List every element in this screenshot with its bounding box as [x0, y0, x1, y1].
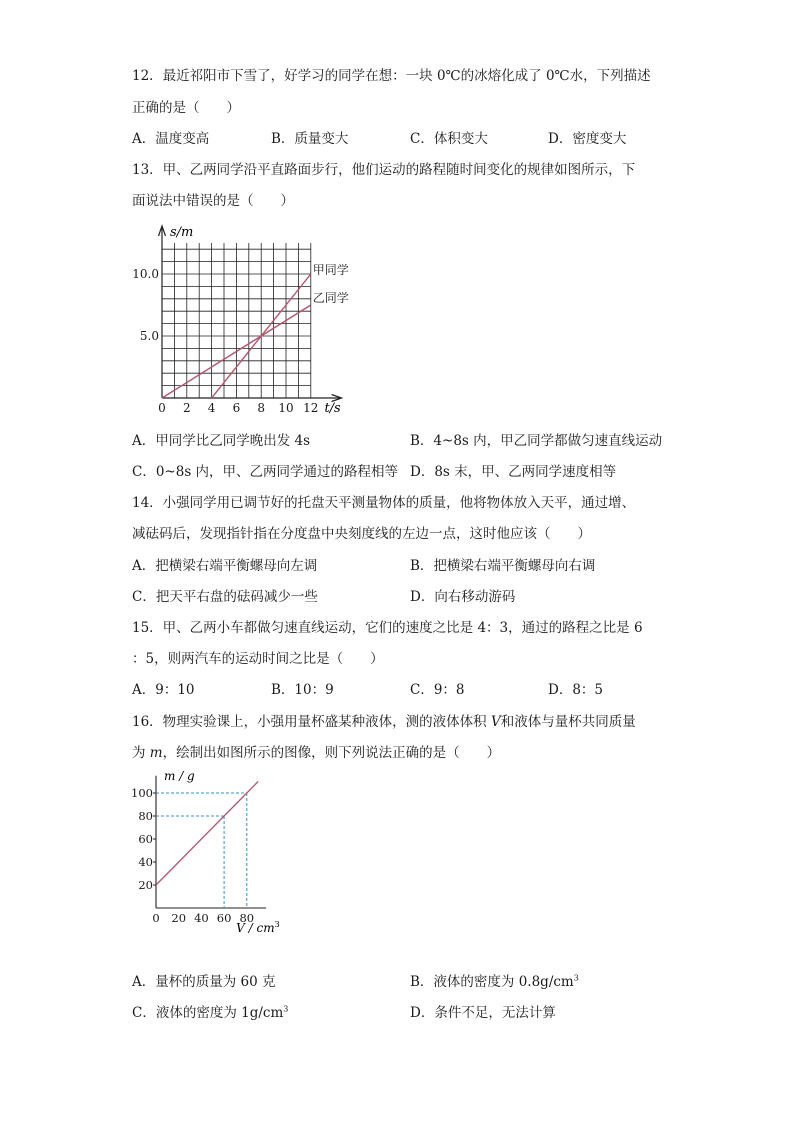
chart2-x-label	[236, 920, 280, 935]
q16-stem-line1	[132, 713, 636, 731]
q16-stem-line2	[132, 744, 500, 762]
chart2-y-tick-label: 60	[138, 832, 153, 846]
q15-option-d: D．8：5	[548, 682, 604, 698]
chart1-ticks	[132, 267, 318, 415]
q12-option-c: C．体积变大	[410, 131, 488, 147]
mass-volume-chart	[118, 768, 338, 940]
q16-option-b	[410, 973, 579, 991]
q12-stem-line2: 正确的是（ ）	[132, 100, 240, 116]
chart1-grid	[162, 243, 311, 398]
q14-option-d: D．向右移动游码	[410, 589, 516, 605]
chart2-y-tick-label: 100	[131, 786, 153, 800]
chart2-y-tick-label: 20	[138, 878, 153, 892]
q12-option-b: B．质量变大	[271, 131, 349, 147]
chart1-axes	[159, 226, 342, 402]
chart2-x-tick-label: 20	[171, 911, 187, 925]
chart1-x-tick-label: 6	[232, 401, 241, 415]
chart2-x-tick-label: 80	[239, 911, 255, 925]
q13-option-b: B．4~8s 内，甲乙同学都做匀速直线运动	[410, 433, 663, 449]
chart2-y-tick-label: 40	[138, 855, 153, 869]
q16-var-v: V	[490, 714, 501, 730]
chart1-x-tick-label: 8	[257, 401, 266, 415]
chart1-x-tick-label: 0	[158, 401, 166, 415]
q15-option-c: C．9：8	[410, 682, 465, 698]
chart2-x-label-text: V / cm	[236, 921, 275, 935]
q16-option-b-sup: 3	[573, 973, 579, 983]
q13-option-d: D．8s 末，甲、乙两同学速度相等	[410, 464, 617, 480]
q12-option-d: D．密度变大	[548, 131, 627, 147]
q15-option-b: B．10：9	[271, 682, 334, 698]
q16-option-c-sup: 3	[283, 1004, 289, 1014]
q13-stem-line2: 面说法中错误的是（ ）	[132, 193, 294, 209]
chart2-y-label-text: m / g	[164, 769, 195, 783]
chart2-series-line	[156, 782, 258, 886]
q16-var-m: m	[149, 745, 163, 761]
chart1-y-tick-label: 5.0	[139, 329, 159, 343]
chart1-x-tick-label: 4	[207, 401, 216, 415]
chart2-y-tick-label: 80	[138, 809, 153, 823]
chart1-x-label: t/s	[324, 401, 341, 416]
q16-stem-line2-a: 为	[132, 745, 150, 761]
chart2-series	[156, 782, 258, 886]
chart1-series	[162, 263, 349, 398]
q16-option-c	[132, 1004, 288, 1022]
q16-option-a: A．量杯的质量为 60 克	[132, 974, 276, 990]
chart2-axes	[156, 776, 266, 908]
q14-stem-line1: 14．小强同学用已调节好的托盘天平测量物体的质量，他将物体放入天平，通过增、	[132, 495, 636, 511]
q12-option-a: A．温度变高	[132, 131, 210, 147]
chart2-x-label-sup: 3	[274, 920, 280, 929]
chart2-guides	[156, 793, 247, 908]
q14-option-b: B．把横梁右端平衡螺母向右调	[410, 558, 596, 574]
q13-option-c: C．0~8s 内，甲、乙两同学通过的路程相等	[132, 464, 399, 480]
q16-stem-line2-b: ，绘制出如图所示的图像，则下列说法正确的是（ ）	[162, 745, 501, 761]
q16-stem-line1-a: 16．物理实验课上，小强用量杯盛某种液体，测的液体体积	[132, 714, 491, 730]
q16-option-d: D．条件不足，无法计算	[410, 1005, 556, 1021]
q16-stem-line1-b: 和液体与量杯共同质量	[500, 714, 636, 730]
q14-option-c: C．把天平右盘的砝码减少一些	[132, 589, 318, 605]
q14-option-a: A．把横梁右端平衡螺母向左调	[132, 558, 318, 574]
q12-stem-line1: 12．最近祁阳市下雪了，好学习的同学在想：一块 0℃的冰熔化成了 0℃水，下列描述	[132, 68, 651, 84]
chart2-ticks	[131, 786, 254, 925]
chart2-x-tick-label: 40	[194, 911, 209, 925]
q15-stem-line1: 15．甲、乙两小车都做匀速直线运动，它们的速度之比是 4：3，通过的路程之比是 6	[132, 620, 643, 636]
chart2-y-label	[164, 769, 195, 783]
q16-option-b-text: B．液体的密度为 0.8g/cm	[410, 974, 574, 990]
q13-option-a: A．甲同学比乙同学晚出发 4s	[132, 433, 311, 449]
chart1-y-label: s/m	[170, 225, 194, 240]
chart1-x-tick-label: 10	[278, 401, 294, 415]
q15-stem-line2: ：5，则两汽车的运动时间之比是（ ）	[132, 651, 384, 667]
chart1-x-tick-label: 12	[303, 401, 319, 415]
chart2-x-tick-label: 60	[216, 911, 232, 925]
chart1-legend-yi: 乙同学	[312, 291, 349, 305]
q14-stem-line2: 减砝码后，发现指针指在分度盘中央刻度线的左边一点，这时他应该（ ）	[132, 526, 591, 542]
chart1-y-tick-label: 10.0	[132, 267, 159, 281]
q15-option-a: A．9：10	[132, 682, 195, 698]
q13-stem-line1: 13．甲、乙两同学沿平直路面步行，他们运动的路程随时间变化的规律如图所示，下	[132, 162, 636, 178]
distance-time-chart	[120, 222, 380, 422]
chart1-legend-jia: 甲同学	[312, 263, 349, 277]
chart1-x-tick-label: 2	[182, 401, 191, 415]
chart2-x-tick-label: 0	[152, 911, 160, 925]
q16-option-c-text: C．液体的密度为 1g/cm	[132, 1005, 284, 1021]
